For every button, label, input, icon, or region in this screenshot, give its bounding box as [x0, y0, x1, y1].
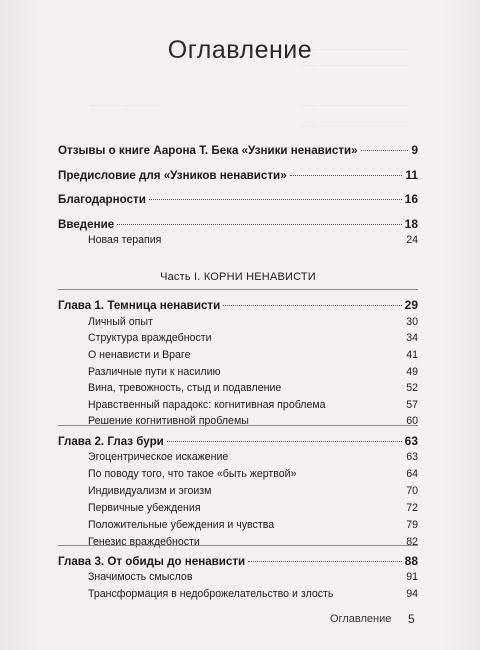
- toc-section[interactable]: [88, 399, 418, 411]
- toc-section-label: Решение когнитивной проблемы: [88, 415, 249, 427]
- toc-section[interactable]: [88, 502, 418, 514]
- toc-section-label: Первичные убеждения: [88, 502, 201, 514]
- dot-leader: [223, 305, 401, 306]
- toc-section[interactable]: [88, 519, 418, 531]
- bleed-through-text: .......................................: [300, 58, 409, 69]
- toc-section-page: 52: [406, 382, 418, 394]
- toc-section-page: 64: [406, 468, 418, 480]
- chapter-entry[interactable]: [58, 554, 418, 568]
- toc-section[interactable]: [88, 316, 418, 328]
- toc-entry-page: 18: [404, 217, 418, 231]
- toc-section-label: Эгоцентрическое искажение: [88, 451, 229, 463]
- toc-entry-page: 16: [404, 192, 418, 206]
- toc-entry-label: Предисловие для «Узников ненависти»: [58, 169, 287, 182]
- dot-leader: [167, 441, 402, 442]
- toc-section[interactable]: [88, 468, 418, 480]
- toc-section[interactable]: [88, 571, 418, 583]
- divider: [58, 425, 418, 426]
- page-number: 5: [408, 612, 415, 626]
- toc-entry[interactable]: [58, 143, 418, 157]
- page-title: Оглавление: [167, 36, 313, 64]
- toc-section-page: 72: [406, 502, 418, 514]
- toc-section-page: 41: [406, 349, 418, 361]
- toc-section-label: Структура враждебности: [88, 332, 212, 344]
- chapter-page: 88: [404, 554, 418, 568]
- toc-section[interactable]: [88, 366, 418, 378]
- chapter-label: Глава 3. От обиды до ненависти: [58, 555, 246, 568]
- toc-entry-label: Введение: [58, 218, 115, 231]
- divider: [58, 545, 418, 546]
- toc-section-label: Новая терапия: [88, 234, 162, 246]
- toc-section-page: 49: [406, 366, 418, 378]
- toc-section-label: Нравственный парадокс: когнитивная проблема: [88, 399, 326, 411]
- toc-section-label: Личный опыт: [88, 316, 153, 328]
- toc-entry[interactable]: [58, 168, 418, 182]
- dot-leader: [149, 199, 402, 200]
- chapter-page: 63: [404, 434, 418, 448]
- dot-leader: [248, 561, 401, 562]
- toc-section-label: О ненависти и Враге: [88, 349, 191, 361]
- toc-entry-label: Благодарности: [58, 193, 146, 206]
- toc-section-label: Положительные убеждения и чувства: [88, 519, 275, 531]
- chapter-entry[interactable]: [58, 434, 418, 448]
- toc-section-label: Генезис враждебности: [88, 536, 200, 548]
- toc-section-label: Вина, тревожность, стыд и подавление: [88, 382, 282, 394]
- bleed-through-text: .......................................: [300, 98, 409, 109]
- toc-section[interactable]: [88, 485, 418, 497]
- toc-section-label: Индивидуализм и эгоизм: [88, 485, 212, 497]
- dot-leader: [117, 224, 401, 225]
- dot-leader: [361, 150, 409, 151]
- toc-section-page: 63: [406, 451, 418, 463]
- toc-section-page: 34: [406, 332, 418, 344]
- toc-section-page: 91: [406, 571, 418, 583]
- chapter-label: Глава 1. Темница ненависти: [58, 299, 221, 312]
- running-footer: Оглавление: [330, 613, 392, 625]
- toc-entry-page: 11: [405, 168, 418, 182]
- toc-section-page: 94: [406, 588, 418, 600]
- toc-entry[interactable]: [58, 192, 418, 206]
- toc-entry-page: 9: [411, 143, 418, 157]
- toc-section-page: 70: [406, 485, 418, 497]
- chapter-label: Глава 2. Глаз бури: [58, 435, 164, 448]
- toc-section-page: 30: [406, 316, 418, 328]
- toc-section-page: 57: [406, 399, 418, 411]
- toc-section[interactable]: [88, 451, 418, 463]
- toc-section[interactable]: [88, 234, 418, 246]
- toc-entry-label: Отзывы о книге Аарона Т. Бека «Узники ненависти»: [58, 144, 358, 157]
- toc-section[interactable]: [88, 536, 418, 548]
- toc-entry[interactable]: [58, 217, 418, 231]
- part-heading: Часть I. КОРНИ НЕНАВИСТИ: [160, 271, 316, 283]
- bleed-through-text: .......................................: [300, 42, 409, 53]
- toc-section-page: 24: [406, 234, 418, 246]
- toc-section[interactable]: [88, 332, 418, 344]
- toc-section-page: 79: [406, 519, 418, 531]
- chapter-page: 29: [404, 298, 418, 312]
- toc-section-page: 60: [406, 415, 418, 427]
- bleed-through-text: .........................: [90, 98, 160, 109]
- toc-section[interactable]: [88, 349, 418, 361]
- divider: [58, 289, 418, 290]
- toc-section-page: 82: [406, 536, 418, 548]
- bleed-through-text: .......................................: [300, 118, 409, 129]
- chapter-entry[interactable]: [58, 298, 418, 312]
- toc-section-label: Значимость смыслов: [88, 571, 193, 583]
- toc-section-label: По поводу того, что такое «быть жертвой»: [88, 468, 297, 480]
- toc-section-label: Различные пути к насилию: [88, 366, 221, 378]
- toc-section-label: Трансформация в недоброжелательство и злость: [88, 588, 334, 600]
- toc-section[interactable]: [88, 588, 418, 600]
- dot-leader: [290, 175, 403, 176]
- toc-section[interactable]: [88, 382, 418, 394]
